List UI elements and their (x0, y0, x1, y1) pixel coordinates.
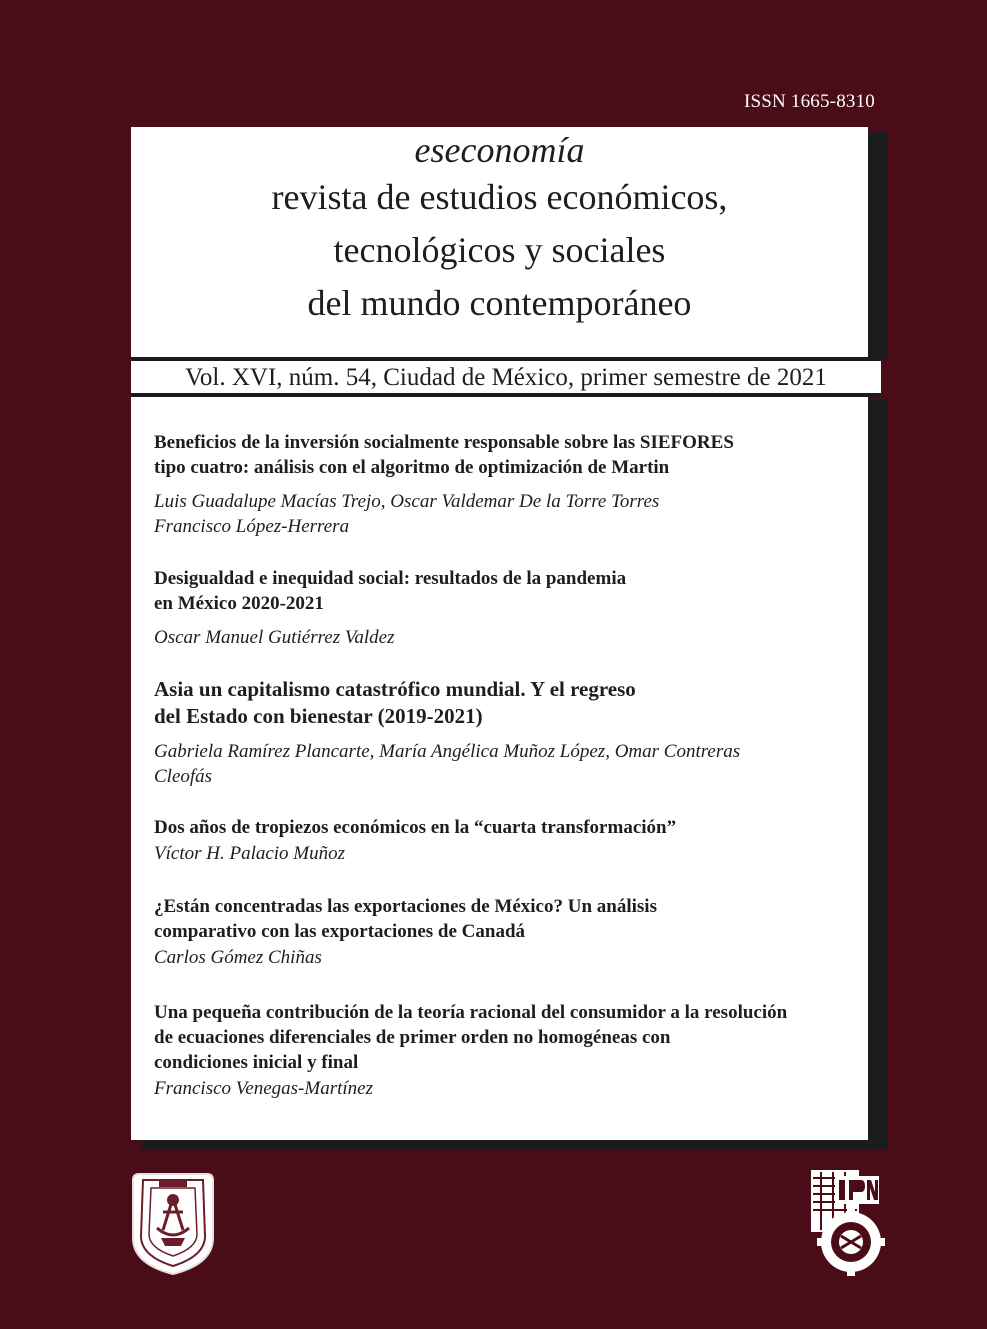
article-title-line: comparativo con las exportaciones de Canadá (154, 921, 526, 942)
article-author-line: Víctor H. Palacio Muñoz (154, 843, 346, 864)
article-title-line: Dos años de tropiezos económicos en la “cuarta transformación” (154, 817, 677, 838)
article-title-line: del Estado con bienestar (2019-2021) (154, 704, 483, 728)
article-entry (154, 430, 854, 539)
article-authors (154, 739, 854, 789)
article-author-line: Cleofás (154, 766, 213, 787)
article-title-line: Desigualdad e inequidad social: resultados de la pandemia (154, 568, 627, 589)
table-of-contents (131, 397, 868, 1140)
article-title (154, 430, 854, 480)
volume-line: Vol. XVI, núm. 54, Ciudad de México, primer semestre de 2021 (131, 357, 881, 397)
article-title-line: de ecuaciones diferenciales de primer orden no homogéneas con (154, 1027, 671, 1048)
journal-subtitle-line: revista de estudios económicos, (271, 177, 728, 217)
article-title-line: Una pequeña contribución de la teoría racional del consumidor a la resolución (154, 1002, 788, 1023)
article-title (154, 894, 854, 944)
article-authors (154, 1076, 854, 1101)
article-title (154, 676, 854, 730)
article-author-line: Oscar Manuel Gutiérrez Valdez (154, 627, 395, 648)
escuela-superior-de-economia-seal-icon (129, 1168, 217, 1281)
journal-name: eseconomía (414, 130, 585, 170)
ipn-seal-icon (807, 1166, 887, 1283)
article-entry (154, 566, 854, 650)
article-title (154, 566, 854, 616)
article-title-line: en México 2020-2021 (154, 593, 324, 614)
article-authors (154, 625, 854, 650)
article-author-line: Francisco López-Herrera (154, 516, 350, 537)
journal-header (131, 127, 868, 357)
article-title (154, 815, 854, 840)
article-title-line: Beneficios de la inversión socialmente responsable sobre las SIEFORES (154, 432, 734, 453)
content-shadow-base (141, 1140, 888, 1150)
article-entry (154, 815, 854, 866)
content-shadow (868, 400, 888, 1148)
article-author-line: Luis Guadalupe Macías Trejo, Oscar Valdemar De la Torre Torres (154, 491, 660, 512)
article-title (154, 1000, 854, 1075)
article-title-line: ¿Están concentradas las exportaciones de México? Un análisis (154, 896, 657, 917)
journal-subtitle-line: tecnológicos y sociales (333, 230, 666, 270)
article-author-line: Gabriela Ramírez Plancarte, María Angélica Muñoz López, Omar Contreras (154, 741, 741, 762)
article-title-line: Asia un capitalismo catastrófico mundial. Y el regreso (154, 677, 636, 701)
article-entry (154, 1000, 854, 1101)
article-authors (154, 489, 854, 539)
article-authors (154, 945, 854, 970)
article-entry (154, 676, 854, 789)
issn-label: ISSN 1665-8310 (743, 91, 875, 112)
article-entry (154, 894, 854, 970)
article-title-line: condiciones inicial y final (154, 1052, 359, 1073)
header-shadow (868, 131, 888, 359)
article-author-line: Carlos Gómez Chiñas (154, 947, 322, 968)
article-author-line: Francisco Venegas-Martínez (154, 1078, 373, 1099)
journal-subtitle-line: del mundo contemporáneo (307, 283, 692, 323)
article-authors (154, 841, 854, 866)
article-title-line: tipo cuatro: análisis con el algoritmo de optimización de Martin (154, 457, 670, 478)
